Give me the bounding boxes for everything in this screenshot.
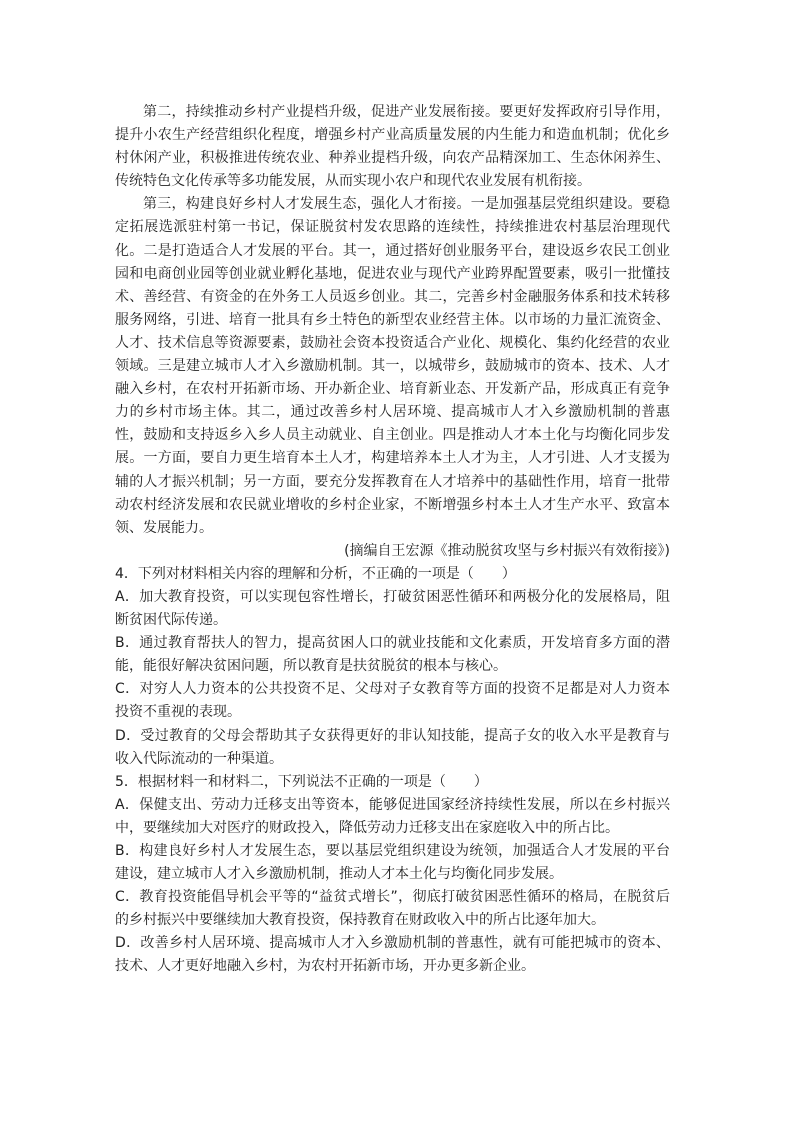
option-a: A．加大教育投资，可以实现包容性增长，打破贫困恶性循环和两极分化的发展格局，阻断贫困代际传递。 xyxy=(115,588,670,629)
option-b: B．通过教育帮扶人的智力，提高贫困人口的就业技能和文化素质，开发培育多方面的潜能，能很好解决贫困问题，所以教育是扶贫脱贫的根本与核心。 xyxy=(115,635,670,675)
option-a: A．保健支出、劳动力迁移支出等资本，能够促进国家经济持续性发展，所以在乡村振兴中，要继续加大对医疗的财政投入，降低劳动力迁移支出在家庭收入中的所占比。 xyxy=(115,796,670,836)
question-stem: 5．根据材料一和材料二，下列说法不正确的一项是（ ） xyxy=(115,773,488,790)
option-c: C．对穷人人力资本的公共投资不足、父母对子女教育等方面的投资不足都是对人力资本投资不重视的表现。 xyxy=(115,681,670,721)
option-b: B．构建良好乡村人才发展生态，要以基层党组织建设为统领，加强适合人才发展的平台建设，建立城市人才入乡激励机制，推动人才本土化与均衡化同步发展。 xyxy=(115,843,670,883)
question-5 xyxy=(115,771,670,979)
paragraph-industry: 第二，持续推动乡村产业提档升级，促进产业发展衔接。要更好发挥政府引导作用，提升小农生产经营组织化程度，增强乡村产业高质量发展的内生能力和造血机制；优化乡村休闲产业，积极推进传统农业、种养业提档升级，向农产品精深加工、生态休闲养生、传统特色文化传承等多功能发展，从而实现小农户和现代农业发展有机衔接。 xyxy=(115,104,670,190)
question-stem: 4．下列对材料相关内容的理解和分析，不正确的一项是（ ） xyxy=(115,565,516,582)
option-d: D．受过教育的父母会帮助其子女获得更好的非认知技能，提高子女的收入水平是教育与收入代际流动的一种渠道。 xyxy=(115,727,670,767)
document-page xyxy=(115,101,670,979)
option-c: C．教育投资能倡导机会平等的“益贫式增长”，彻底打破贫困恶性循环的格局，在脱贫后的乡村振兴中要继续加大教育投资，保持教育在财政收入中的所占比逐年加大。 xyxy=(115,889,670,929)
option-d: D．改善乡村人居环境、提高城市人才入乡激励机制的普惠性，就有可能把城市的资本、技术、人才更好地融入乡村，为农村开拓新市场，开办更多新企业。 xyxy=(115,935,670,975)
source-citation: (摘编自王宏源《推动脱贫攻坚与乡村振兴有效衔接》) xyxy=(344,542,670,559)
question-4 xyxy=(115,563,670,771)
paragraph-talent: 第三，构建良好乡村人才发展生态，强化人才衔接。一是加强基层党组织建设。要稳定拓展选派驻村第一书记，保证脱贫村发农思路的连续性，持续推进农村基层治理现代化。二是打造适合人才发展的平台。其一，通过搭好创业服务平台，建设返乡农民工创业园和电商创业园等创业就业孵化基地，促进农业与现代产业跨界配置要素，吸引一批懂技术、善经营、有资金的在外务工人员返乡创业。其二，完善乡村金融服务体系和技术转移服务网络，引进、培育一批具有乡土特色的新型农业经营主体。以市场的力量汇流资金、人才、技术信息等资源要素，鼓励社会资本投资适合产业化、规模化、集约化经营的农业领域。三是建立城市人才入乡激励机制。其一，以城带乡，鼓励城市的资本、技术、人才融入乡村，在农村开拓新市场、开办新企业、培育新业态、开发新产品，形成真正有竞争力的乡村市场主体。其二，通过改善乡村人居环境、提高城市人才入乡激励机制的普惠性，鼓励和支持返乡入乡人员主动就业、自主创业。四是推动人才本土化与均衡化同步发展。一方面，要自力更生培育本土人才，构建培养本土人才为主，人才引进、人才支援为辅的人才振兴机制；另一方面，要充分发挥教育在人才培养中的基础性作用，培育一批带动农村经济发展和农民就业增收的乡村企业家，不断增强乡村本土人才生产水平、致富本领、发展能力。 xyxy=(115,196,670,536)
